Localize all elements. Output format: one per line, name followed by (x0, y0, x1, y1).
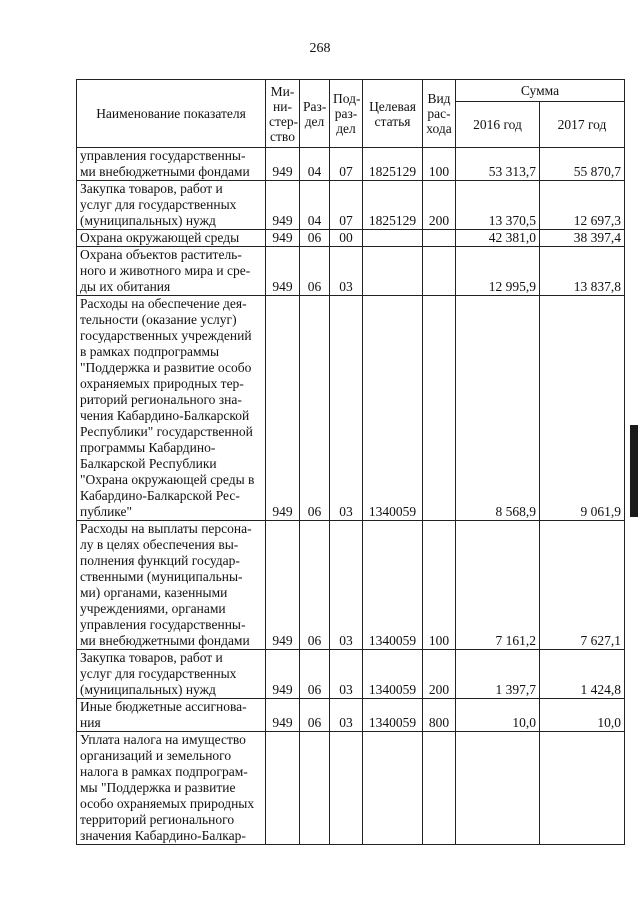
amount-2017-cell: 10,0 (540, 699, 625, 732)
amount-2017-cell: 13 837,8 (540, 247, 625, 296)
amount-2016-cell: 7 161,2 (456, 521, 540, 650)
amount-2016-cell: 12 995,9 (456, 247, 540, 296)
expense-type-cell (423, 247, 456, 296)
section-cell: 04 (300, 181, 330, 230)
table-row (77, 521, 625, 650)
amount-2017-cell: 55 870,7 (540, 148, 625, 181)
table-row (77, 181, 625, 230)
table-row (77, 247, 625, 296)
ministry-cell: 949 (266, 296, 300, 521)
ministry-cell: 949 (266, 247, 300, 296)
ministry-cell: 949 (266, 650, 300, 699)
target-cell: 1340059 (363, 521, 423, 650)
subsection-cell: 03 (330, 247, 363, 296)
target-cell: 1825129 (363, 181, 423, 230)
section-cell: 06 (300, 521, 330, 650)
ministry-cell: 949 (266, 230, 300, 247)
ministry-cell: 949 (266, 521, 300, 650)
table-row (77, 732, 625, 845)
subsection-cell: 03 (330, 650, 363, 699)
target-cell: 1340059 (363, 650, 423, 699)
header-target: Целевая статья (363, 80, 423, 148)
ministry-cell: 949 (266, 699, 300, 732)
row-name-cell: Расходы на обеспечение дея- тельности (оказание услуг) государственных учреждений в рамках подпрограммы "Поддержка и развитие особо охраняемых природных тер- риторий регионального зна- чения Кабардино-Балкарской Республики" государственной программы Кабардино- Балкарской Республики "Охрана окружающей среды в Кабардино-Балкарской Рес- публике" (77, 296, 266, 521)
expense-type-cell: 100 (423, 148, 456, 181)
table-row (77, 699, 625, 732)
subsection-cell: 07 (330, 181, 363, 230)
row-name-cell: управления государственны- ми внебюджетными фондами (77, 148, 266, 181)
table-row (77, 148, 625, 181)
header-year-2016: 2016 год (456, 102, 540, 148)
page-number: 268 (309, 41, 331, 56)
expense-type-cell (423, 732, 456, 845)
amount-2017-cell: 9 061,9 (540, 296, 625, 521)
expense-type-cell (423, 230, 456, 247)
subsection-cell (330, 732, 363, 845)
amount-2017-cell: 7 627,1 (540, 521, 625, 650)
subsection-cell: 03 (330, 699, 363, 732)
target-cell (363, 732, 423, 845)
amount-2017-cell: 12 697,3 (540, 181, 625, 230)
expense-type-cell: 200 (423, 181, 456, 230)
amount-2017-cell: 1 424,8 (540, 650, 625, 699)
section-cell (300, 732, 330, 845)
section-cell: 06 (300, 296, 330, 521)
header-section: Раз- дел (300, 80, 330, 148)
ministry-cell: 949 (266, 148, 300, 181)
expense-type-cell: 800 (423, 699, 456, 732)
amount-2016-cell: 1 397,7 (456, 650, 540, 699)
table-row (77, 650, 625, 699)
expense-type-cell: 200 (423, 650, 456, 699)
expense-type-cell (423, 296, 456, 521)
ministry-cell: 949 (266, 181, 300, 230)
target-cell: 1340059 (363, 296, 423, 521)
subsection-cell: 03 (330, 521, 363, 650)
section-cell: 06 (300, 699, 330, 732)
subsection-cell: 07 (330, 148, 363, 181)
header-ministry: Ми- ни- стер- ство (266, 80, 300, 148)
section-cell: 06 (300, 247, 330, 296)
amount-2016-cell: 13 370,5 (456, 181, 540, 230)
header-sum: Сумма (456, 80, 625, 102)
header-subsection: Под- раз- дел (330, 80, 363, 148)
row-name-cell: Уплата налога на имущество организаций и земельного налога в рамках подпрограм- мы "Поддержка и развитие особо охраняемых природных территорий регионального значения Кабардино-Балкар- (77, 732, 266, 845)
section-cell: 04 (300, 148, 330, 181)
target-cell: 1340059 (363, 699, 423, 732)
amount-2017-cell: 38 397,4 (540, 230, 625, 247)
target-cell: 1825129 (363, 148, 423, 181)
row-name-cell: Охрана объектов раститель- ного и животного мира и сре- ды их обитания (77, 247, 266, 296)
ministry-cell (266, 732, 300, 845)
target-cell (363, 230, 423, 247)
table-row (77, 230, 625, 247)
amount-2016-cell (456, 732, 540, 845)
amount-2017-cell (540, 732, 625, 845)
header-name: Наименование показателя (77, 80, 266, 148)
budget-table (76, 79, 625, 845)
amount-2016-cell: 8 568,9 (456, 296, 540, 521)
amount-2016-cell: 53 313,7 (456, 148, 540, 181)
header-year-2017: 2017 год (540, 102, 625, 148)
amount-2016-cell: 42 381,0 (456, 230, 540, 247)
row-name-cell: Закупка товаров, работ и услуг для государственных (муниципальных) нужд (77, 181, 266, 230)
row-name-cell: Закупка товаров, работ и услуг для государственных (муниципальных) нужд (77, 650, 266, 699)
row-name-cell: Охрана окружающей среды (77, 230, 266, 247)
scan-edge-mark (630, 425, 638, 517)
subsection-cell: 03 (330, 296, 363, 521)
row-name-cell: Иные бюджетные ассигнова- ния (77, 699, 266, 732)
table-row (77, 296, 625, 521)
target-cell (363, 247, 423, 296)
row-name-cell: Расходы на выплаты персона- лу в целях обеспечения вы- полнения функций государ- ственными (муниципальны- ми) органами, казенными учреждениями, органами управления государственны- ми внебюджетными фондами (77, 521, 266, 650)
section-cell: 06 (300, 230, 330, 247)
amount-2016-cell: 10,0 (456, 699, 540, 732)
subsection-cell: 00 (330, 230, 363, 247)
section-cell: 06 (300, 650, 330, 699)
expense-type-cell: 100 (423, 521, 456, 650)
header-expense-type: Вид рас- хода (423, 80, 456, 148)
